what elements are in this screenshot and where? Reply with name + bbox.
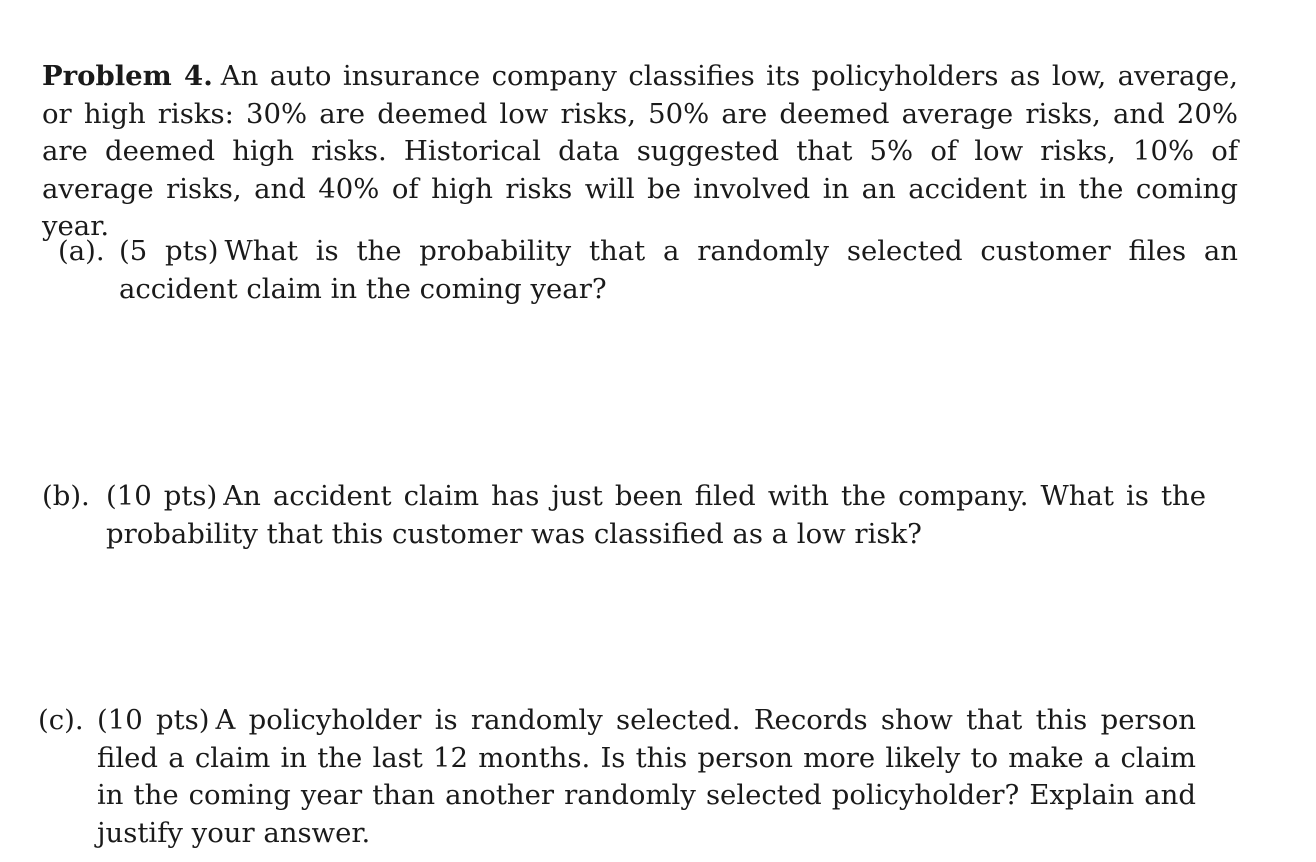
part-c-question: A policyholder is randomly selected. Records show that this person filed a claim in the last 12 months. Is this person more likely to make a claim in the coming year than another randomly selected policyholder? Explain and justify your answer. [97,704,1196,849]
part-b-body [106,478,1206,553]
part-a-question: What is the probability that a randomly selected customer files an accident claim in the coming year? [119,235,1238,305]
problem-heading: Problem 4. [42,60,213,92]
part-b [42,478,1206,553]
part-a-body [119,233,1238,308]
part-b-question: An accident claim has just been filed with the company. What is the probability that this customer was classified as a low risk? [106,480,1206,550]
part-b-points: (10 pts) [106,480,218,512]
part-c-points: (10 pts) [97,704,210,736]
part-b-answer-space [42,555,1238,695]
part-a-answer-space [42,310,1238,470]
part-c-body [97,702,1196,852]
problem-text: An auto insurance company classifies its policyholders as low, average, or high risks: 30% are deemed low risks, 50% are deemed average risks, and 20% are deemed high risks. Historical data suggested that 5% of low risks, 10% of average risks, and 40% of high risks will be involved in an accident in the coming year. [42,60,1238,242]
part-b-label: (b). [42,480,90,512]
part-c [38,702,1196,852]
part-a-points: (5 pts) [119,235,219,267]
problem-statement [42,58,1238,246]
part-c-label: (c). [38,704,84,736]
part-a-label: (a). [58,235,105,267]
part-a [58,233,1238,308]
